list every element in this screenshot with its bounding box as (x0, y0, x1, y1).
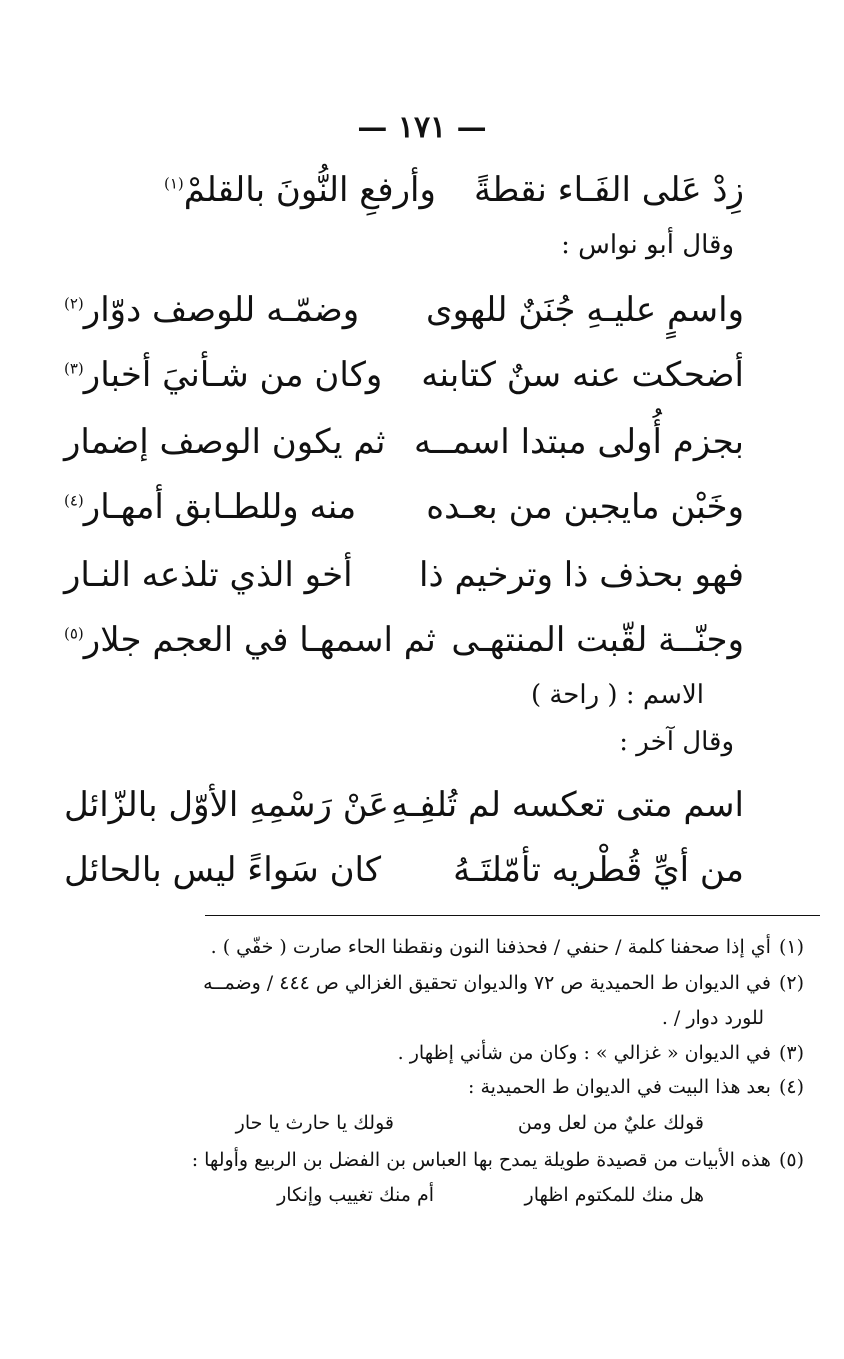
verse-second-hemistich: كان سَواءً ليس بالحائل (64, 850, 382, 890)
footnote-divider (205, 915, 820, 916)
poem-intro: وقال أبو نواس : (561, 230, 734, 260)
footnote-text: هذه الأبيات من قصيدة طويلة يمدح بها العباس بن الفضل بن الربيع وأولها : (191, 1149, 771, 1171)
poem-verse (64, 840, 744, 900)
footnote-ref: (٥) (64, 624, 84, 643)
verse-second-hemistich: أخو الذي تلذعه النـار (64, 555, 353, 595)
footnote (24, 968, 804, 998)
verse-first-hemistich: أضحكت عنه سنٌ كتابنه (421, 355, 744, 395)
footnote-verse-second: أم منك تغييب وإنكار (277, 1184, 434, 1206)
verse-second-hemistich: وضمّـه للوصف دوّار$^{(٢)}$ (64, 290, 360, 330)
verse-first-hemistich: اسم متى تعكسه لم تُلفِـهِ (391, 785, 744, 825)
footnote-text: أي إذا صحفنا كلمة / حنفي / فحذفنا النون ونقطنا الحاء صارت ( خفّي ) . (210, 936, 771, 958)
footnote-verse-second: قولك يا حارث يا حار (235, 1112, 394, 1134)
riddle-answer: الاسم : ( راحة ) (530, 680, 704, 710)
verse-second-hemistich: ثم يكون الوصف إضمار (64, 422, 386, 462)
verse-first-hemistich: من أيِّ قُطْريه تأمّلتَـهُ (453, 850, 744, 890)
footnote-verse-first: قولك عليٌ من لعل ومن (517, 1112, 704, 1134)
poem-verse (64, 545, 744, 605)
poem-verse (64, 412, 744, 472)
footnote (24, 932, 804, 962)
footnote-ref: (٣) (64, 359, 84, 378)
footnote (24, 1038, 804, 1068)
verse-first-hemistich: وخَبْن مايجبن من بعـده (426, 487, 744, 527)
verse-second-hemistich: عَنْ رَسْمِهِ الأوّل بالزّائل (64, 785, 389, 825)
footnote (24, 1145, 804, 1175)
footnote-ref: (٤) (64, 491, 84, 510)
verse-first-hemistich: فهو بحذف ذا وترخيم ذا (419, 555, 744, 595)
verse-second-hemistich: منه وللطـابق أمهـار$^{(٤)}$ (64, 487, 357, 527)
footnote-text: بعد هذا البيت في الديوان ط الحميدية : (468, 1076, 771, 1098)
footnote-number: (٣) (778, 1042, 804, 1064)
footnote-text: في الديوان « غزالي » : وكان من شأني إظهار . (397, 1042, 771, 1064)
opening-verse (64, 160, 744, 220)
footnote-verse-first: هل منك للمكتوم اظهار (524, 1184, 704, 1206)
poem-verse (64, 280, 744, 340)
verse-first-hemistich: واسمٍ عليـهِ جُنَنٌ للهوى (425, 290, 744, 330)
footnote-number: (٢) (778, 972, 804, 994)
footnote-text: في الديوان ط الحميدية ص ٧٢ والديوان تحقيق الغزالي ص ٤٤٤ / وضمــه (203, 972, 771, 994)
poem-verse (64, 477, 744, 537)
poem-verse (64, 610, 744, 670)
poem-verse (64, 345, 744, 405)
footnote-number: (٤) (778, 1076, 804, 1098)
poem-intro: وقال آخر : (619, 727, 734, 757)
footnote-number: (٥) (778, 1149, 804, 1171)
verse-second-hemistich: ثم اسمهـا في العجم جلار$^{(٥)}$ (64, 620, 436, 660)
verse-second-hemistich: وأرفعِ النُّونَ بالقلمْ$^{(١)}$ (164, 170, 436, 210)
footnote (24, 1072, 804, 1102)
poem-verse (64, 775, 744, 835)
page-number: — ١٧١ — (357, 110, 487, 145)
verse-first-hemistich: وجنّــة لقّبت المنتهـى (451, 620, 744, 660)
verse-first-hemistich: زِدْ عَلى الفَـاء نقطةً (474, 170, 744, 210)
footnote-number: (١) (778, 936, 804, 958)
verse-second-hemistich: وكان من شـأنيَ أخبار$^{(٣)}$ (64, 355, 383, 395)
verse-first-hemistich: بجزم أُولى مبتدا اسمــه (414, 422, 744, 462)
footnote-ref: (٢) (64, 294, 84, 313)
footnote-ref: (١) (164, 174, 184, 193)
footnote-continuation: للورد دوار / . (661, 1007, 764, 1029)
